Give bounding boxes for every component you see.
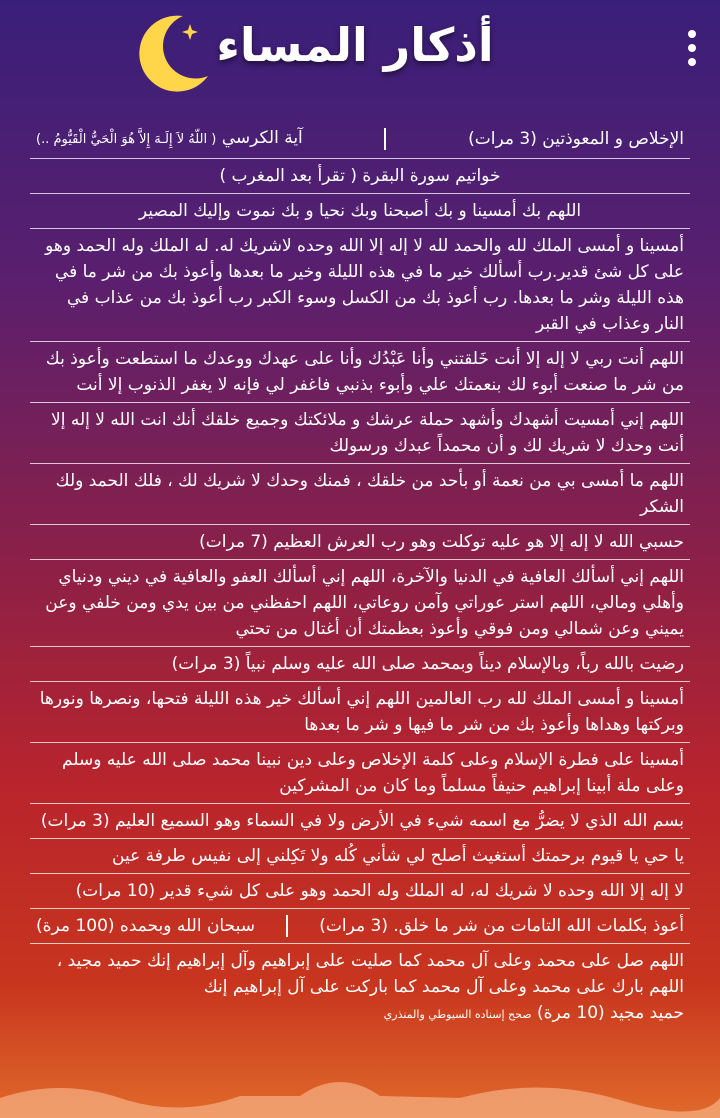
list-item: لا إله إلا الله وحده لا شريك له، له الملك وله الحمد وهو على كل شيء قدير (10 مرات) [30, 874, 690, 909]
list-item-text: أعوذ بكلمات الله التامات من شر ما خلق. (3 مرات) [319, 916, 684, 936]
divider [286, 915, 288, 937]
list-item: بسم الله الذي لا يضرُّ مع اسمه شيء في الأرض ولا في السماء وهو السميع العليم (3 مرات) [30, 804, 690, 839]
list-item-text: آية الكرسي ( اللّهُ لاَ إِلَـهَ إِلاَّ هُوَ الْحَيُّ الْقَيُّومُ ..) [36, 128, 303, 148]
list-item [30, 120, 690, 159]
list-item: خواتيم سورة البقرة ( تقرأ بعد المغرب ) [30, 159, 690, 194]
list-item: اللهم ما أمسى بي من نعمة أو بأحد من خلقك ، فمنك وحدك لا شريك لك ، فلك الحمد ولك الشكر [30, 464, 690, 525]
list-item: أمسينا و أمسى الملك لله رب العالمين اللهم إني أسألك خير هذه الليلة فتحها، ونصرها ونورها وبركتها وهداها وأعوذ بك من شر ما فيها و شر ما بعدها [30, 682, 690, 743]
list-item-text: الإخلاص و المعوذتين (3 مرات) [468, 129, 684, 149]
header [0, 0, 720, 120]
list-item-footer: حميد مجيد (10 مرة) صحح إسناده السيوطي والمنذري [383, 1003, 684, 1023]
divider [384, 128, 386, 150]
adhkar-list [30, 120, 690, 1110]
list-item: اللهم إني أسألك العافية في الدنيا والآخرة، اللهم إني أسألك العفو والعافية في ديني ودنياي وأهلي ومالي، اللهم استر عوراتي وآمن روعاتي، اللهم احفظني من بين يدي ومن خلفي وعن يميني وعن شمالي ومن فوقي وأعوذ بعظمتك أن أغتال من تحتي [30, 560, 690, 647]
list-item: اللهم إني أمسيت أشهدك وأشهد حملة عرشك و ملائكتك وجميع خلقك أنك انت الله لا إله إلا أنت وحدك لا شريك لك و أن محمداً عبدك ورسولك [30, 403, 690, 464]
list-item [30, 909, 690, 944]
list-item-text: اللهم صل على محمد وعلى آل محمد كما صليت على إبراهيم وآل إبراهيم إنك حميد مجيد ، اللهم بارك على محمد وعلى آل محمد كما باركت على آل إبراهيم إنك [56, 951, 684, 997]
list-item: حسبي الله لا إله إلا هو عليه توكلت وهو رب العرش العظيم (7 مرات) [30, 525, 690, 560]
list-item [30, 944, 690, 1032]
list-item: اللهم بك أمسينا و بك أصبحنا وبك نحيا و بك نموت وإليك المصير [30, 194, 690, 229]
list-item: رضيت بالله رباً، وبالإسلام ديناً وبمحمد صلى الله عليه وسلم نبياً (3 مرات) [30, 647, 690, 682]
mosque-silhouette-icon [0, 1058, 720, 1118]
list-item: أمسينا على فطرة الإسلام وعلى كلمة الإخلاص وعلى دين نبينا محمد صلى الله عليه وسلم وعلى ملة أبينا إبراهيم حنيفاً مسلماً وما كان من المشركين [30, 743, 690, 804]
list-item: أمسينا و أمسى الملك لله والحمد لله لا إله إلا الله وحده لاشريك له. له الملك وله الحمد وهو على كل شئ قدير.رب أسألك خير ما في هذه الليلة وخير ما بعدها وأعوذ بك من شر ما في هذه الليلة وشر ما بعدها. رب أعوذ بك من الكسل وسوء الكبر رب أعوذ بك من عذاب في النار وعذاب في القبر [30, 229, 690, 342]
list-item-text: سبحان الله وبحمده (100 مرة) [36, 916, 255, 936]
list-item: يا حي يا قيوم برحمتك أستغيث أصلح لي شأني كُله ولا تَكِلني إلى نفيس طرفة عين [30, 839, 690, 874]
more-options-icon[interactable] [688, 30, 698, 70]
page-title: أذكار المساء [216, 18, 494, 72]
list-item: اللهم أنت ربي لا إله إلا أنت خَلقتني وأنا عَبْدُك وأنا على عهدك ووعدك ما استطعت وأعوذ بك من شر ما صنعت أبوء لك بنعمتك علي وأبوء بذنبي فاغفر لي فإنه لا يغفر الذنوب إلا أنت [30, 342, 690, 403]
